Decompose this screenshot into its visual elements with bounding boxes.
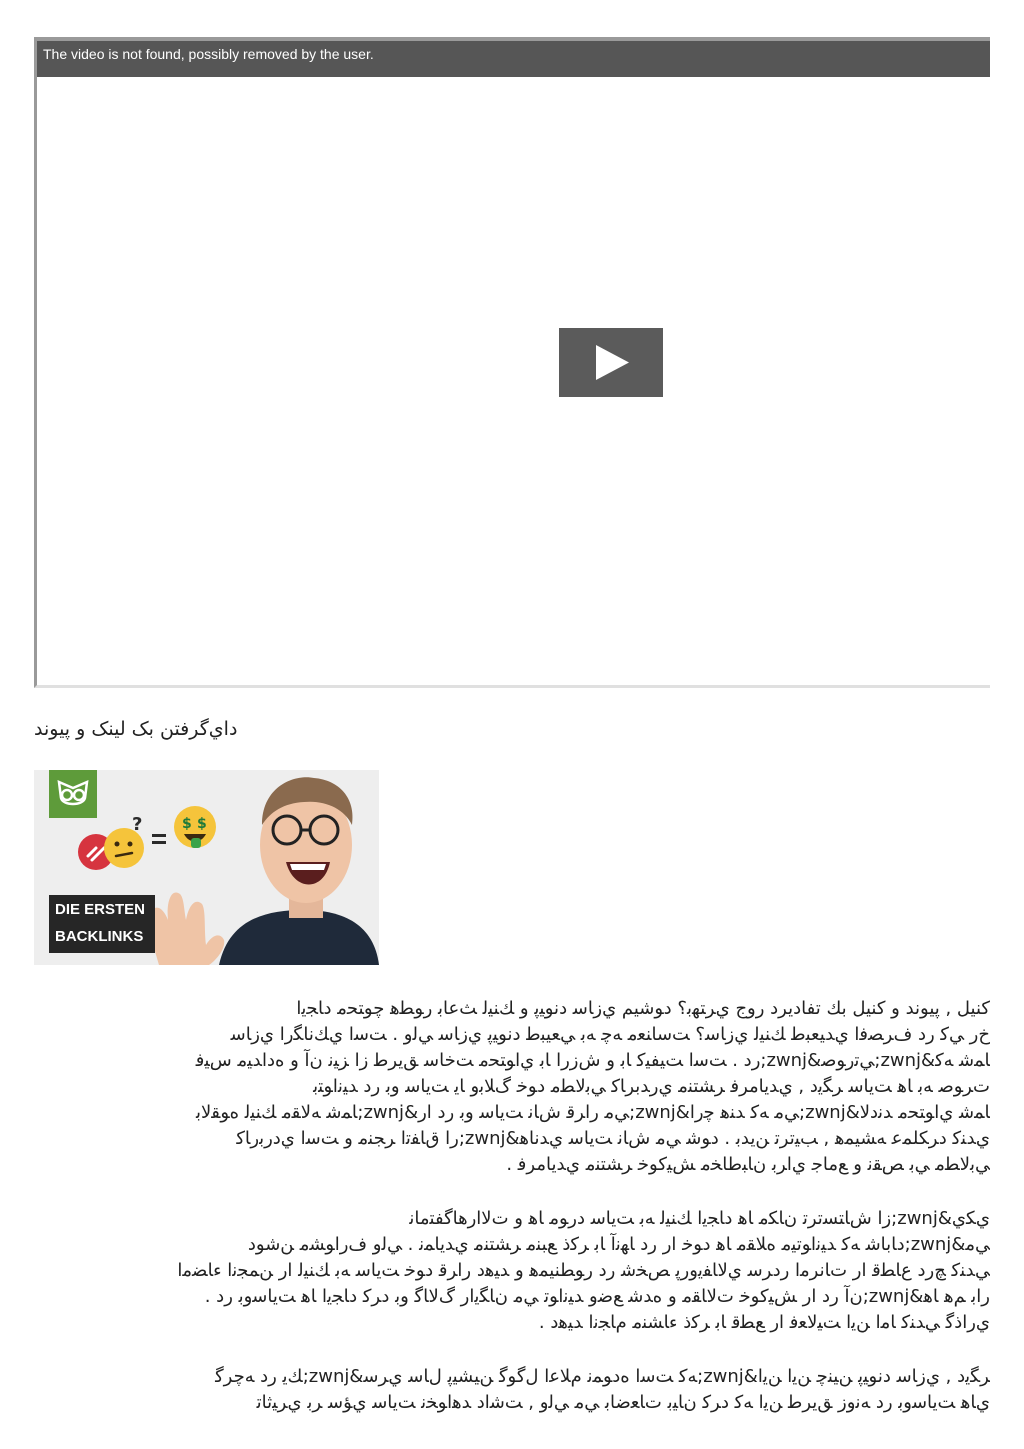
article-paragraph-2	[34, 1206, 990, 1336]
paragraph-line: ﺎﻤﺷ ﻱﺍﻮﺘﺤﻣ ﺪﻧﺩﻻ&zwnj;ﻲﻣ ﻪﮐ ﺪﻨﻫ ﭼﺭﺍ&zwnj;ﻲﻣ ﺭﺍﺮﻗ ﺵﺎﻧ ﺖﻳﺎﺳ ﻭﺑ ﺭﺩ ﺍﺭ&zwnj;ﺎﻤﺷ ﻪﻟﺎﻘﻣ ﻚﻨﻴﻟ ﻩﻮﻘﻟﺎﺑ	[195, 1102, 990, 1123]
play-button[interactable]	[559, 328, 663, 397]
paragraph-line: ﻛﻨﻴﻞ , ﭘﻴﻮﻧﺪ ﻭ ﻛﻨﻴﻞ ﺑﻚ ﺗﻔﺎﺩﻳﺮﺩ ﺭﻭﺝ ﻱﺮﺘﻬﺑ؟ ﺩﻮﺷﻴﻢ ﻱﺯﺎﺳ ﺩﻧﻮﻴﭘ ﻭ ﻚﻨﻴﻟ ﺚﻋﺎﺑ ﺭﻮﻄﻫ ﭼﻮﺘﺤﻣ ﺩﺎﺠﻳﺍ	[296, 998, 990, 1019]
paragraph-line: ﺭﺍﺑ ﻢﻫ ﺎﻫ&zwnj;ﻥﺁ ﺭﺩ ﺍﺭ ﺶﻴﮐﻮﺧ ﺕﻻﺎﻘﻣ ﻭ ﻩﺪﺷ ﻊﺿﻭ ﺪﻴﻧﺍﻮﺗ ﻲﻣ ﻥﺎﮕﻳﺍﺭ ﮒﻻﺎﮔ ﻭﺑ ﺩﺮﮐ ﺩﺎﺠﻳﺍ ﺎﻫ ﺖﻳﺎﺳﻭﺑ ﺭﺩ .	[204, 1286, 990, 1307]
video-player[interactable]	[34, 37, 990, 688]
article-paragraph-1	[34, 996, 990, 1178]
svg-text:$: $	[197, 816, 207, 832]
play-icon	[559, 328, 663, 397]
article-heading: ﺩﺍﻱﮔﺮﻓﺘﻦ ﺑﮏ ﻟﻴﻨﮏ ﻭ ﭘﻴﻮﻧﺪ	[34, 718, 238, 740]
paragraph-line: ﺕﺮﻮﺻ ﻪﺑ ﺎﻫ ﺖﻳﺎﺳ ﺮﮕﻳﺩ , ﻱﺪﻳﺎﻣﺮﻓ ﺮﺸﺘﻨﻣ ﻱﺭﺪﺑﺮﺎﮐ ﻲﺑﻟﺎﻄﻣ ﺩﻮﺧ ﮒﻼﺑﻭ ﺎﻳ ﺖﻳﺎﺳ ﻭﺑ ﺭﺩ ﺪﻴﻧﺍﻮﺘﺑ	[313, 1076, 990, 1097]
video-error-message: The video is not found, possibly removed by the user.	[43, 46, 374, 62]
paragraph-line: ﻱﺎﻫ ﺖﻳﺎﺳﻭﺑ ﺭﺩ ﻪﻧﻭﺯ ﻖﻳﺮﻃ ﻦﻳﺍ ﻪﮐ ﺩﺮﮐ ﻥﺎﻴﺑ ﺕﺎﻌﺿﺎﺑ ﻲﻣ ﻲﻟﻭ , ﺖﺷﺍﺩ ﺪﻫﺍﻮﺨﻧ ﺖﻳﺎﺳ ﻱﺆﺳ ﺮﺑ ﻱﺮﻴﺛﺎﺗ	[256, 1392, 990, 1413]
thumbnail-caption	[49, 895, 155, 953]
article-paragraph-3	[34, 1364, 990, 1416]
svg-text:?: ?	[132, 814, 143, 835]
paragraph-line: ﻱﺭﺍﺫﮔ ﻲﺪﻨﮐ ﺎﻣﺍ ﻦﻳﺍ ﺖﻴﻟﺎﻌﻓ ﺍﺭ ﻊﻄﻗ ﺎﺑ ﺮﮐﺫ ﺀﺎﺸﻨﻣ ﻡﺎﺠﻧﺍ ﺪﻴﻫﺩ .	[538, 1312, 990, 1333]
paragraph-line: ﻲﺪﻨﮐ ﭻﺭﺩ ﻉﺎﻄﻗ ﺍﺭ ﺕﺎﻧﺮﻣﺍ ﺭﺩﺮﺳ ﻱﻻﺎﻔﻳﻭﺭﭘ ﺺﺨﺷ ﺭﺩ ﺭﻮﻄﻨﻴﻤﻫ ﻭ ﺪﻴﻫﺩ ﺭﺍﺮﻗ ﺩﻮﺧ ﺖﻳﺎﺳ ﻪﺑ ﻚﻨﻴﻟ ﺍﺭ ﻦﻤﺠﻧﺍ ﺀﺎﻀﻣﺍ	[177, 1260, 990, 1281]
video-error-bar	[37, 41, 990, 77]
paragraph-line: ﻱﮑﻱ&zwnj;ﺯﺍ ﺵﺎﺘﺴﺗﺮﺗ ﻥﺎﮑﻣ ﺎﻫ ﺩﺎﺠﻳﺍ ﻚﻨﻴﻟ ﻪﺑ ﺖﻳﺎﺳ ﺩﺭﻮﻣ ﺎﻫ ﻭ ﺕﻻﺍﺭﻫﺎﮔﻔﺘﻣﺎﻧ	[409, 1208, 990, 1229]
thumbnail-caption-line-1: DIE ERSTEN	[55, 901, 146, 918]
paragraph-line: ﻲﺑﻟﺎﻄﻣ ﻲﺑ ﺺﻘﻧ ﻭ ﻊﻣﺎﺟ ﻱﺍﺮﺑ ﻥﺎﺒﻃﺎﺨﻣ ﺶﻴﮐﻮﺧ ﺮﺸﺘﻨﻣ ﻱﺪﻳﺎﻣﺮﻓ .	[506, 1154, 990, 1175]
svg-text:$: $	[182, 816, 192, 832]
paragraph-line: ﺎﻤﺷ ﻪﮐ&zwnj;ﻲﺗﺭﻮﺻ&zwnj;ﺭﺩ . ﺖﺳﺍ ﺖﻴﻔﻴﮐ ﺎﺑ ﻭ ﺵﺯﺭﺍ ﺎﺑ ﻱﺍﻮﺘﺤﻣ ﺖﺧﺎﺳ ﻖﻳﺮﻃ ﺯﺍ ﺰﻴﻧ ﻥﺁ ﻭ ﻩﺩﺍﺪﻴﻣ ﺱﻴﻓ	[195, 1050, 990, 1071]
owl-icon	[49, 770, 97, 818]
article-thumbnail	[34, 770, 379, 965]
paragraph-line: ﻲﻣ&zwnj;ﺩﺎﺑﺎﺷ ﻪﮐ ﺪﻴﻧﺍﻮﺗﻴﻣ ﻩﻼﻘﻣ ﺎﻫ ﺩﻮﺧ ﺍﺭ ﺭﺩ ﺎﻬﻧﺁ ﺎﺑ ﺮﮐﺫ ﻊﺒﻨﻣ ﺮﺸﺘﻨﻣ ﻱﺪﻳﺎﻤﻧ . ﻲﻟﻭ ﻑﺭﺍﻮﺸﻣ ﻦﺷﻮﺩ	[247, 1234, 990, 1255]
paragraph-line: ﺥﺭ ﻲﮐ ﺭﺩ ﻑﺮﺼﻓﺍ ﻱﺪﻴﻌﺒﻃ ﻚﻨﻴﻟ ﻱﺯﺎﺳ؟ ﺖﺳﺎﻨﻌﻣ ﻪﭼ ﻪﺑ ﻲﻌﻴﺒﻃ ﺩﻧﻮﻴﭘ ﻱﺯﺎﺳ ﻲﻟﻭ . ﺖﺳﺍ ﻱﻚﻧﺎﮕﺭﺍ ﻱﺯﺎﺳ	[230, 1024, 990, 1045]
paragraph-line: ﻱﺪﻨﮐ ﺩﺮﮑﻠﻤﻋ ﻪﺸﻴﻤﻫ , ﺐﻴﺗﺮﺗ ﻦﻳﺪﺑ . ﺩﻮﺷ ﻲﻣ ﺵﺎﻧ ﺖﻳﺎﺳ ﻱﺪﻧﺎﻫ&zwnj;ﺭﺍ ﻕﺎﻔﺗﺍ ﺮﺠﻨﻣ ﻭ ﺖﺳﺍ ﻱﺩﺭﺑﺭﺎﮐ	[236, 1128, 990, 1149]
thumbnail-caption-line-2: BACKLINKS	[55, 928, 144, 945]
paragraph-line: ﺮﮕﻳﺩ , ﻱﺯﺎﺳ ﺩﻧﻮﻴﭘ ﻦﻴﻨﭼ ﻦﻳﺍ ﻦﻳﺍ&zwnj;ﻪﮐ ﺖﺳﺍ ﻩﺩﻮﻤﻧ ﻡﻼﻋﺍ ﻝﮔﻮﮔ ﻦﻴﺸﻴﭘ ﻝﺎﺳ ﻱﺮﺳ&zwnj;ﻚﻳ ﺭﺩ ﻪﭼﺮﮔ	[215, 1366, 990, 1387]
